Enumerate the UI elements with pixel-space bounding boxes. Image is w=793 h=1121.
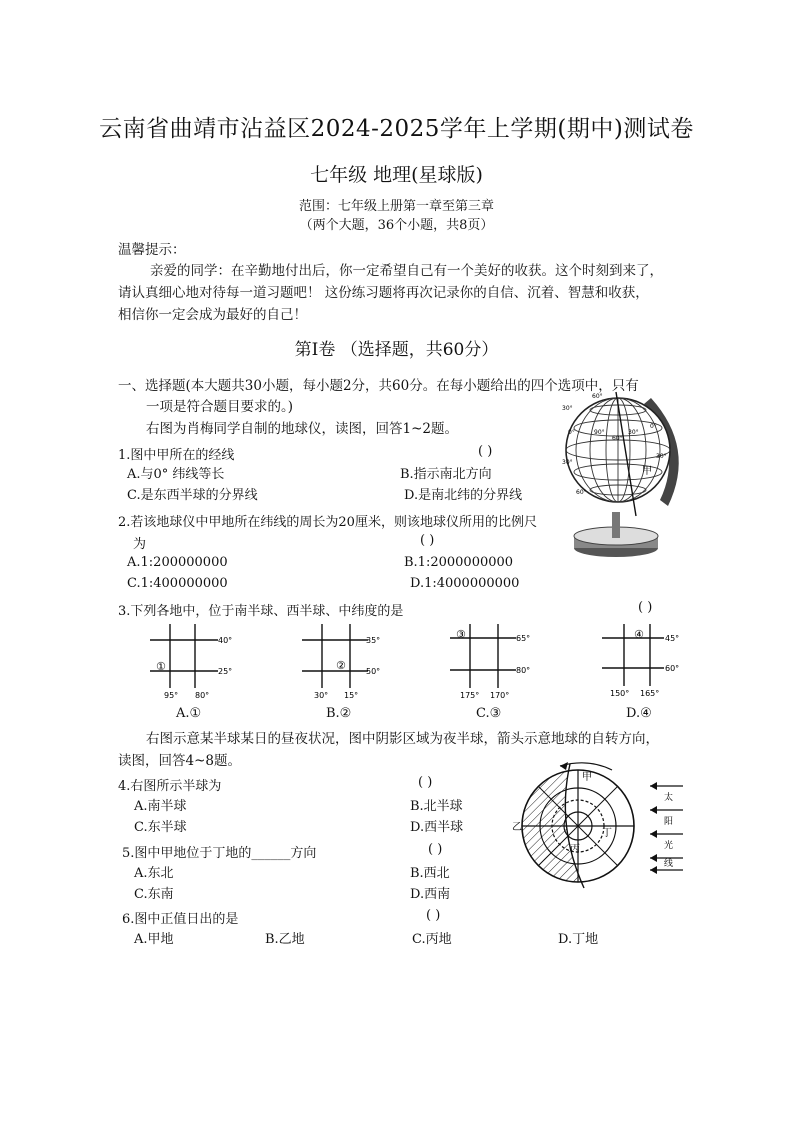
polar-daynight-figure xyxy=(508,760,698,890)
tips-line1: 亲爱的同学：在辛勤地付出后，你一定希望自己有一个美好的收获。这个时刻到来了， xyxy=(150,263,663,279)
q5-answer-paren[interactable]: ( ) xyxy=(428,842,443,857)
q3-label-a[interactable]: A.① xyxy=(176,706,202,721)
q3-grid-c-top-lat: 65° xyxy=(516,634,531,643)
part1-intro-line1: 一、选择题(本大题共30小题，每小题2分，共60分。在每小题给出的四个选项中，只有 xyxy=(118,378,639,394)
q3-grid-c-mark: ③ xyxy=(456,628,466,641)
sunlight-label-3: 光 xyxy=(664,841,674,851)
q3-grid-a-mark: ① xyxy=(156,660,166,673)
q3-grid-b-mark: ② xyxy=(336,659,346,672)
q1-option-d[interactable]: D.是南北纬的分界线 xyxy=(404,488,523,503)
tips-heading: 温馨提示： xyxy=(118,242,186,258)
q3-grid-d-mid-lat: 60° xyxy=(665,664,680,673)
part1-intro-line2: 一项是符合题目要求的。) xyxy=(146,399,294,415)
q6-answer-paren[interactable]: ( ) xyxy=(426,908,441,923)
part1-lead: 右图为肖梅同学自制的地球仪，读图，回答1~2题。 xyxy=(146,421,458,437)
page-subtitle: 七年级 地理(星球版) xyxy=(310,164,483,186)
q3-label-d[interactable]: D.④ xyxy=(626,706,652,721)
q3-grid-b-left-lon: 30° xyxy=(314,691,329,700)
polar-label-jia: 甲 xyxy=(582,772,592,783)
q2-stem: 2.若该地球仪中甲地所在纬线的周长为20厘米，则该地球仪所用的比例尺 xyxy=(118,515,537,530)
globe-label-30-left: 30° xyxy=(562,459,573,466)
q4-option-d[interactable]: D.西半球 xyxy=(410,820,464,835)
q2-option-d[interactable]: D.1:4000000000 xyxy=(410,576,520,591)
q3-label-c[interactable]: C.③ xyxy=(476,706,502,721)
q5-option-b[interactable]: B.西北 xyxy=(410,866,450,881)
polar-label-yi: 乙 xyxy=(512,822,522,833)
q3-grid-a-mid-lat: 25° xyxy=(218,667,233,676)
q3-label-b[interactable]: B.② xyxy=(326,706,352,721)
q3-grid-c-right-lon: 170° xyxy=(490,691,510,700)
q3-stem: 3.下列各地中，位于南半球、西半球、中纬度的是 xyxy=(118,604,404,619)
q2-option-b[interactable]: B.1:2000000000 xyxy=(404,555,514,570)
globe-label-30-mid: 30° xyxy=(628,429,639,436)
q3-grid-b-top-lat: 35° xyxy=(366,636,381,645)
q6-stem: 6.图中正值日出的是 xyxy=(122,912,239,927)
globe-figure xyxy=(556,388,696,568)
page-title: 云南省曲靖市沾益区2024-2025学年上学期(期中)测试卷 xyxy=(99,116,694,142)
q1-option-a[interactable]: A.与0° 纬线等长 xyxy=(127,467,225,482)
q3-grid-d xyxy=(596,618,706,706)
section-title: 第Ⅰ卷 （选择题，共60分） xyxy=(294,340,499,360)
exam-range-detail: （两个大题，36个小题，共8页） xyxy=(299,218,494,233)
q4-option-c[interactable]: C.东半球 xyxy=(134,820,187,835)
part2-lead-line1: 右图示意某半球某日的昼夜状况，图中阴影区域为夜半球，箭头示意地球的自转方向， xyxy=(146,731,659,747)
sunlight-label-1: 太 xyxy=(664,793,674,803)
q2-stem-cont: 为 xyxy=(133,537,147,552)
q1-option-c[interactable]: C.是东西半球的分界线 xyxy=(127,488,258,503)
globe-label-60-mid: 60° xyxy=(612,435,623,442)
sunlight-label-4: 线 xyxy=(664,859,674,869)
q4-stem: 4.右图所示半球为 xyxy=(118,779,222,794)
q3-grid-c-mid-lat: 80° xyxy=(516,666,531,675)
globe-label-30-top: 30° xyxy=(562,405,573,412)
q1-stem: 1.图中甲所在的经线 xyxy=(118,448,235,463)
q6-option-b[interactable]: B.乙地 xyxy=(265,932,305,947)
tips-line2: 请认真细心地对待每一道习题吧！ 这份练习题将再次记录你的自信、沉着、智慧和收获， xyxy=(118,285,649,301)
q3-grid-c xyxy=(444,618,554,706)
q3-grid-a-right-lon: 80° xyxy=(195,691,210,700)
q3-grid-d-mark: ④ xyxy=(634,628,644,641)
q3-grid-d-right-lon: 165° xyxy=(640,689,660,698)
globe-label-0-right: 0° xyxy=(650,423,657,430)
q3-grid-a-left-lon: 95° xyxy=(164,691,179,700)
q2-option-a[interactable]: A.1:200000000 xyxy=(127,555,228,570)
q6-option-c[interactable]: C.丙地 xyxy=(412,932,452,947)
q6-option-d[interactable]: D.丁地 xyxy=(558,932,599,947)
globe-label-jia: 甲 xyxy=(642,466,652,477)
q3-grid-d-left-lon: 150° xyxy=(610,689,630,698)
polar-label-bing: 丙 xyxy=(570,844,580,855)
q4-option-b[interactable]: B.北半球 xyxy=(410,799,463,814)
part2-lead-line2: 读图，回答4~8题。 xyxy=(118,753,241,769)
q1-answer-paren[interactable]: ( ) xyxy=(478,444,493,459)
q5-option-d[interactable]: D.西南 xyxy=(410,887,451,902)
q3-answer-paren[interactable]: ( ) xyxy=(638,600,653,615)
globe-label-90: 90° xyxy=(594,429,605,436)
q3-grid-c-left-lon: 175° xyxy=(460,691,480,700)
polar-label-ding: 丁 xyxy=(602,828,612,839)
globe-label-60-bottom: 60° xyxy=(576,489,587,496)
q3-grid-b xyxy=(296,618,396,706)
q3-grid-b-right-lon: 15° xyxy=(344,691,359,700)
q6-option-a[interactable]: A.甲地 xyxy=(134,932,174,947)
q1-option-b[interactable]: B.指示南北方向 xyxy=(400,467,492,482)
q4-answer-paren[interactable]: ( ) xyxy=(418,775,433,790)
globe-label-0-left: 0° xyxy=(568,429,575,436)
q5-option-a[interactable]: A.东北 xyxy=(134,866,174,881)
q4-option-a[interactable]: A.南半球 xyxy=(134,799,187,814)
q2-option-c[interactable]: C.1:400000000 xyxy=(127,576,228,591)
q3-grid-a xyxy=(140,618,240,706)
exam-range: 范围：七年级上册第一章至第三章 xyxy=(298,199,494,214)
q5-option-c[interactable]: C.东南 xyxy=(134,887,174,902)
q3-grid-d-top-lat: 45° xyxy=(665,634,680,643)
q3-grid-b-mid-lat: 50° xyxy=(366,667,381,676)
q2-answer-paren[interactable]: ( ) xyxy=(420,533,435,548)
sunlight-label-2: 阳 xyxy=(664,817,674,827)
globe-label-60-top: 60° xyxy=(592,393,603,400)
q3-grid-a-top-lat: 40° xyxy=(218,636,233,645)
tips-line3: 相信你一定会成为最好的自己！ xyxy=(118,307,307,323)
globe-label-30-right: 30° xyxy=(656,453,667,460)
q5-stem: 5.图中甲地位于丁地的______方向 xyxy=(122,846,317,861)
